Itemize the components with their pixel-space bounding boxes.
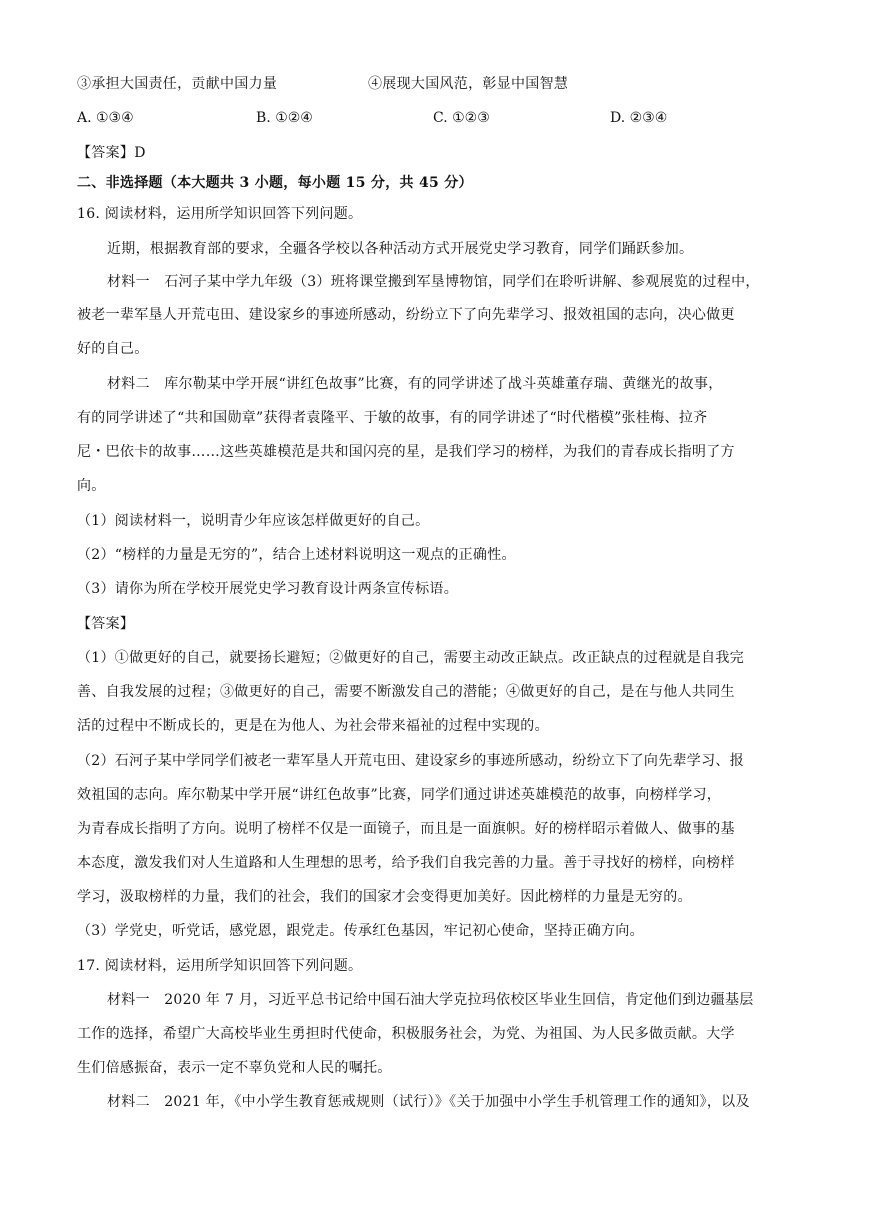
- statement-3: ③承担大国责任，贡献中国力量: [77, 76, 278, 92]
- option-b: B. ①②④: [256, 110, 313, 126]
- q16-answer-1-line: 善、自我发展的过程；③做更好的自己，需要不断激发自己的潜能；④做更好的自己，是在与他人共同生: [77, 684, 735, 700]
- q16-answer-2-line: 为青春成长指明了方向。说明了榜样不仅是一面镜子，而且是一面旗帜。好的榜样昭示着做人、做事的基: [77, 821, 735, 837]
- q16-intro: 近期，根据教育部的要求，全疆各学校以各种活动方式开展党史学习教育，同学们踊跃参加。: [107, 241, 694, 257]
- q16-question-3: （3）请你为所在学校开展党史学习教育设计两条宣传标语。: [77, 581, 459, 597]
- q16-answer-1-line: （1）①做更好的自己，就要扬长避短；②做更好的自己，需要主动改正缺点。改正缺点的过程就是自我完: [77, 650, 745, 666]
- option-c: C. ①②③: [433, 110, 490, 126]
- q16-answer-2-line: 学习，汲取榜样的力量，我们的社会，我们的国家才会变得更加美好。因此榜样的力量是无穷的。: [77, 889, 692, 905]
- q16-answer-2-line: 效祖国的志向。库尔勒某中学开展“讲红色故事”比赛，同学们通过讲述英雄模范的故事，向榜样学习，: [77, 787, 722, 803]
- q15-answer: 【答案】D: [77, 145, 146, 161]
- q16-answer-3: （3）学党史，听党话，感党恩，跟党走。传承红色基因，牢记初心使命，坚持正确方向。: [77, 923, 644, 939]
- q17-material-1-line: 材料一 2020 年 7 月，习近平总书记给中国石油大学克拉玛依校区毕业生回信，肯定他们到边疆基层: [107, 992, 754, 1008]
- q16-answer-2-line: 本态度，激发我们对人生道路和人生理想的思考，给予我们自我完善的力量。善于寻找好的榜样，向榜样: [77, 855, 735, 871]
- q17-material-1-line: 生们倍感振奋，表示一定不辜负党和人民的嘱托。: [77, 1060, 392, 1076]
- option-d: D. ②③④: [610, 110, 668, 126]
- q16-question-2: （2）“榜样的力量是无穷的”，结合上述材料说明这一观点的正确性。: [77, 547, 516, 563]
- q17-stem: 17. 阅读材料，运用所学知识回答下列问题。: [77, 958, 363, 974]
- statement-4: ④展现大国风范，彰显中国智慧: [368, 76, 569, 92]
- section-heading: 二、非选择题（本大题共 3 小题，每小题 15 分，共 45 分）: [77, 175, 473, 191]
- q16-material-2-line: 尼・巴依卡的故事……这些英雄模范是共和国闪亮的星，是我们学习的榜样，为我们的青春成长指明了方: [77, 444, 735, 460]
- q16-material-2-line: 向。: [77, 478, 106, 494]
- q16-answer-2-line: （2）石河子某中学同学们被老一辈军垦人开荒屯田、建设家乡的事迹所感动，纷纷立下了向先辈学习、报: [77, 753, 745, 769]
- q16-material-2-line: 有的同学讲述了“共和国勋章”获得者袁隆平、于敏的故事，有的同学讲述了“时代楷模”张桂梅、拉齐: [77, 410, 708, 426]
- q17-material-2-line: 材料二 2021 年，《中小学生教育惩戒规则（试行）》《关于加强中小学生手机管理工作的通知》，以及: [107, 1094, 750, 1110]
- q16-answer-1-line: 活的过程中不断成长的，更是在为他人、为社会带来福祉的过程中实现的。: [77, 718, 549, 734]
- q16-material-1-line: 好的自己。: [77, 341, 149, 357]
- q16-material-1-line: 材料一 石河子某中学九年级（3）班将课堂搬到军垦博物馆，同学们在聆听讲解、参观展览的过程中，: [107, 274, 760, 290]
- option-a: A. ①③④: [77, 110, 134, 126]
- q16-material-1-line: 被老一辈军垦人开荒屯田、建设家乡的事迹所感动，纷纷立下了向先辈学习、报效祖国的志向，决心做更: [77, 307, 735, 323]
- q16-answer-label: 【答案】: [77, 616, 135, 632]
- q16-stem: 16. 阅读材料，运用所学知识回答下列问题。: [77, 206, 363, 222]
- q16-question-1: （1）阅读材料一，说明青少年应该怎样做更好的自己。: [77, 513, 430, 529]
- q17-material-1-line: 工作的选择，希望广大高校毕业生勇担时代使命，积极服务社会，为党、为祖国、为人民多做贡献。大学: [77, 1026, 735, 1042]
- q16-material-2-line: 材料二 库尔勒某中学开展“讲红色故事”比赛，有的同学讲述了战斗英雄董存瑞、黄继光的故事，: [107, 376, 723, 392]
